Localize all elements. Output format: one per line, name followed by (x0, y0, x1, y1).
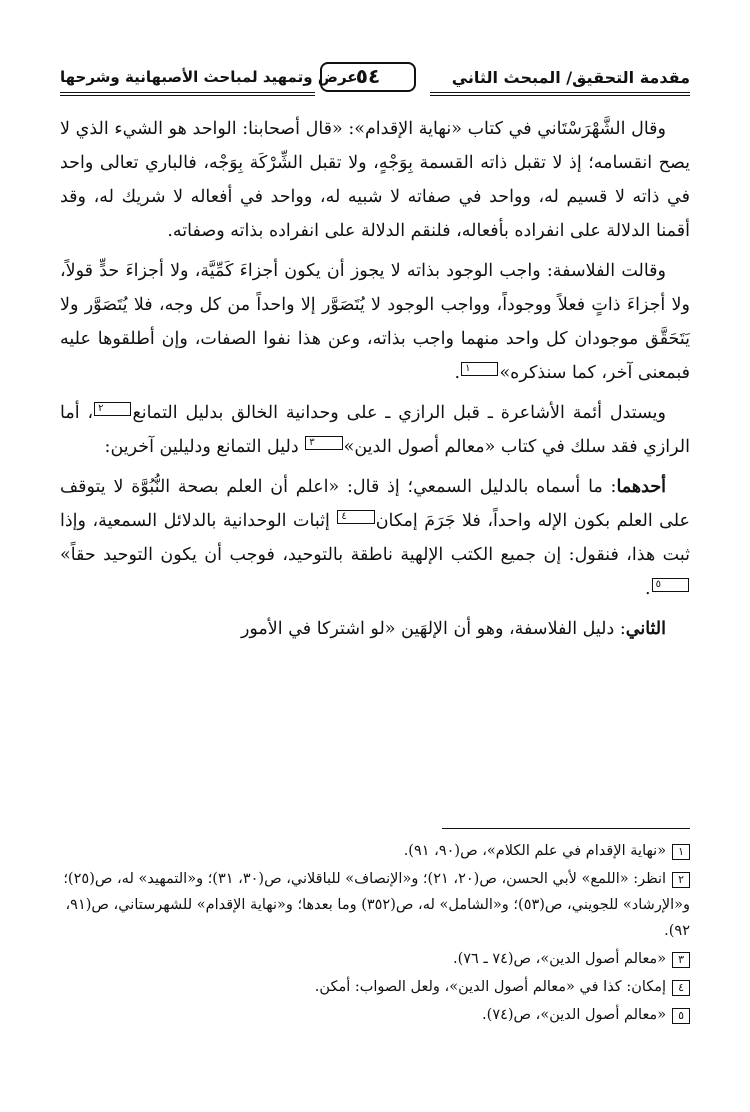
footnote (60, 946, 690, 972)
footnote-text: «معالم أصول الدين»، ص(٧٤). (482, 1007, 667, 1023)
footnote-text: «نهاية الإقدام في علم الكلام»، ص(٩٠، ٩١). (403, 843, 667, 859)
main-text (60, 112, 690, 652)
paragraph-text: : دليل الفلاسفة، وهو أن الإلهَين «لو اشتركا في الأمور (240, 619, 626, 639)
paragraph (60, 396, 690, 464)
paragraph-text: وقال الشَّهْرَسْتَاني في كتاب «نهاية الإقدام»: «قال أصحابنا: الواحد هو الشيء الذي لا يصح انقسامه؛ إذ لا تقبل ذاته القسمة بِوَجْهٍ، ولا تقبل الشِّرْكَة بِوَجْه، فالباري تعالى واحد في ذاته لا قسيم له، وواحد في صفاته لا شبيه له، وواحد في أفعاله لا شريك له، وقد أقمنا الدلالة على انفراده بأفعاله، فلنقم الدلالة على انفراده بذاته وصفاته. (60, 119, 690, 241)
footnote-reference: ٢ (94, 402, 131, 416)
footnote-text: «معالم أصول الدين»، ص(٧٤ ـ ٧٦). (452, 951, 667, 967)
paragraph-text: ، أما الرازي فقد سلك في كتاب «معالم أصول الدين» (60, 403, 690, 457)
footnote-separator (442, 828, 690, 829)
bold-lead: أحدهما (616, 477, 666, 497)
paragraph (60, 254, 690, 390)
footnote (60, 866, 690, 944)
paragraph-text: . (454, 363, 461, 383)
book-section-title: عرض وتمهيد لمباحث الأصبهانية وشرحها (60, 68, 358, 86)
page-number: ٥٤ (355, 64, 381, 88)
footnote (60, 1002, 690, 1028)
chapter-title: مقدمة التحقيق/ المبحث الثاني (451, 68, 690, 87)
paragraph-text: . (645, 579, 651, 599)
footnotes (60, 838, 690, 1030)
paragraph (60, 612, 690, 646)
page-number-box (312, 62, 424, 92)
footnote-reference: ٥ (652, 578, 689, 592)
paragraph-text: إثبات الوحدانية بالدلائل السمعية، وإذا ثبت هذا، فنقول: إن جميع الكتب الإلهية ناطقة بالتوحيد، فوجب أن يكون التوحيد حقاً» (60, 511, 690, 565)
bold-lead: الثاني (625, 619, 666, 639)
header-rule-left (60, 92, 315, 96)
paragraph-text: ويستدل أئمة الأشاعرة ـ قبل الرازي ـ على وحدانية الخالق بدليل التمانع (132, 403, 666, 423)
footnote (60, 974, 690, 1000)
footnote-reference: ٣ (305, 436, 342, 450)
footnote-number: ٤ (672, 980, 690, 996)
footnote-reference: ١ (461, 362, 498, 376)
footnote-text: إمكان: كذا في «معالم أصول الدين»، ولعل الصواب: أمكن. (314, 979, 667, 995)
footnote-number: ٢ (672, 872, 690, 888)
paragraph-text: : ما أسماه بالدليل السمعي؛ إذ قال: «اعلم أن العلم بصحة النُّبُوَّة لا يتوقف على العلم بكون الإله واحداً، فلا جَرَمَ إمكان (60, 477, 690, 531)
footnote (60, 838, 690, 864)
page-header (60, 62, 690, 102)
paragraph (60, 470, 690, 606)
paragraph (60, 112, 690, 248)
paragraph-text: وقالت الفلاسفة: واجب الوجود بذاته لا يجوز أن يكون أجزاءَ كَمِّيَّة، ولا أجزاءَ حدٍّ قولاً، ولا أجزاءَ ذاتٍ فعلاً ووجوداً، وواجب الوجود لا يُتَصَوَّر إلا واحداً من كل وجه، فلا يُتَصَوَّر ولا يَتَحَقَّق موجودان كل واحد منهما واجب بذاته، وعن هذا نفوا الصفات، وإن أطلقوها عليه فبمعنى آخر، كما سنذكره» (60, 261, 690, 383)
header-rule-right (430, 92, 690, 96)
paragraph-text: دليل التمانع ودليلين آخرين: (104, 437, 305, 457)
footnote-number: ١ (672, 844, 690, 860)
footnote-number: ٣ (672, 952, 690, 968)
footnote-reference: ٤ (337, 510, 374, 524)
footnote-number: ٥ (672, 1008, 690, 1024)
footnote-text: انظر: «اللمع» لأبي الحسن، ص(٢٠، ٢١)؛ و«الإنصاف» للباقلاني، ص(٣٠، ٣١)؛ و«التمهيد» له، ص(٢٥)؛ و«الإرشاد» للجويني، ص(٥٣)؛ و«الشامل» له، ص(٣٥٢) وما بعدها؛ و«نهاية الإقدام» للشهرستاني، ص(٩١، ٩٢). (63, 871, 690, 939)
